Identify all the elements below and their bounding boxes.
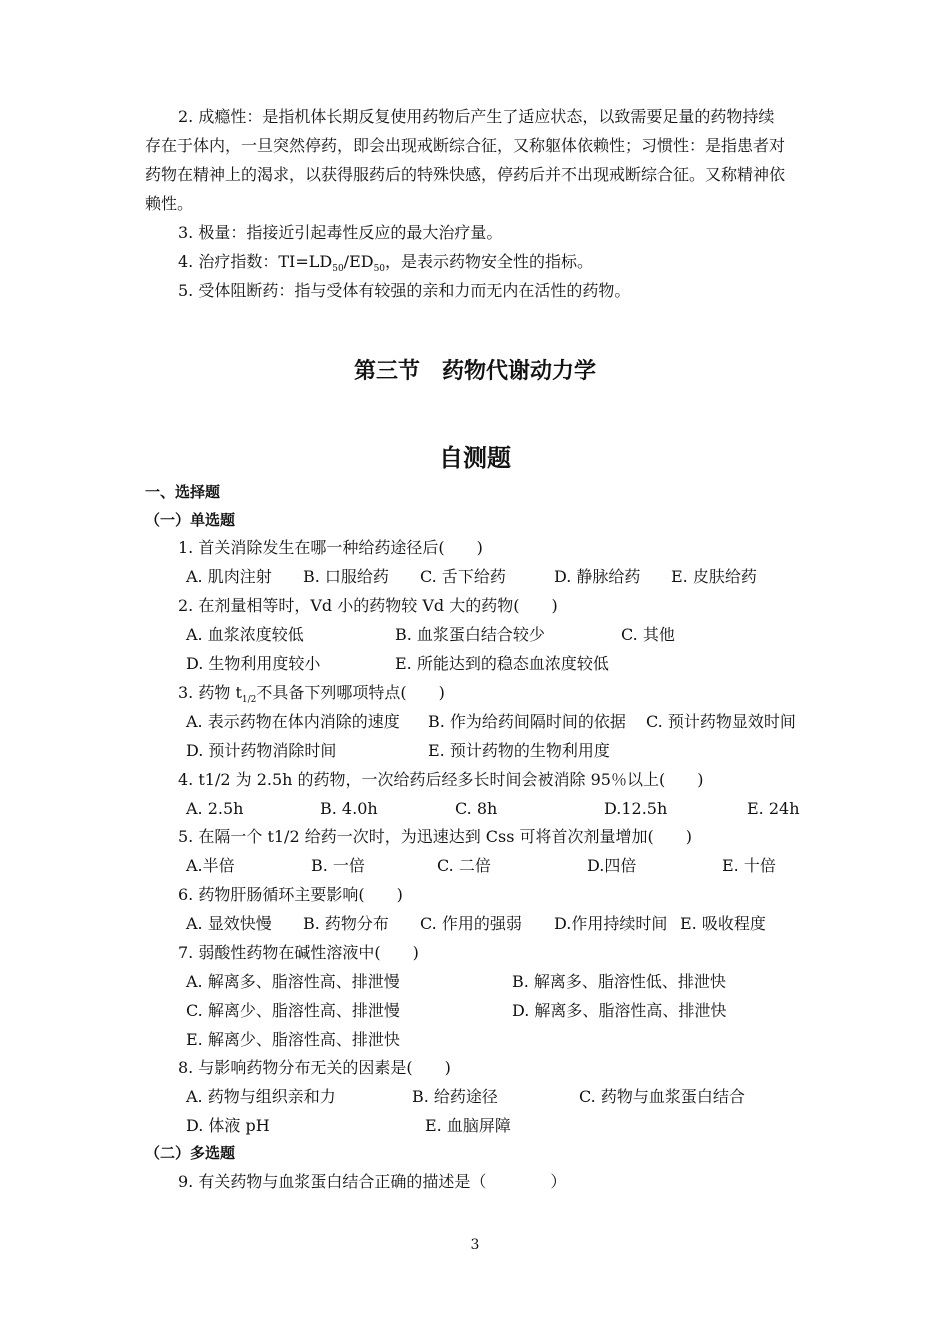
question-5-stem: 5. 在隔一个 t1/2 给药一次时，为迅速达到 Css 可将首次剂量增加( ) [178, 827, 693, 846]
question-1-option-c: C. 舌下给药 [420, 567, 506, 586]
question-3-option-a: A. 表示药物在体内消除的速度 [186, 712, 400, 731]
question-2-option-d: D. 生物利用度较小 [186, 654, 321, 673]
question-6-option-c: C. 作用的强弱 [420, 914, 522, 933]
part-heading-multiple: （二）多选题 [145, 1144, 236, 1162]
definition-4-subscript-2: 50 [373, 264, 386, 274]
definition-2-line-1: 2. 成瘾性：是指机体长期反复使用药物后产生了适应状态，以致需要足量的药物持续 [178, 107, 775, 126]
question-6-stem: 6. 药物肝肠循环主要影响( ) [178, 885, 403, 904]
definition-4-subscript-1: 50 [332, 264, 344, 274]
page-number: 3 [470, 1237, 480, 1253]
definition-2-line-2: 存在于体内，一旦突然停药，即会出现戒断综合征，又称躯体依赖性；习惯性：是指患者对 [145, 136, 786, 155]
question-8-option-a: A. 药物与组织亲和力 [186, 1087, 336, 1106]
question-5-option-b: B. 一倍 [311, 856, 365, 875]
question-5-option-a: A.半倍 [186, 856, 235, 875]
question-6-option-b: B. 药物分布 [303, 914, 389, 933]
question-3-stem-b: 不具备下列哪项特点( ) [256, 683, 445, 702]
question-2-option-b: B. 血浆蛋白结合较少 [395, 625, 545, 644]
question-2-option-e: E. 所能达到的稳态血浓度较低 [395, 654, 609, 673]
definition-3: 3. 极量：指接近引起毒性反应的最大治疗量。 [178, 223, 503, 242]
definition-4-text-b: /ED [343, 252, 374, 271]
question-4-option-a: A. 2.5h [186, 799, 244, 818]
question-2-stem: 2. 在剂量相等时，Vd 小的药物较 Vd 大的药物( ) [178, 596, 558, 615]
question-5-option-c: C. 二倍 [437, 856, 491, 875]
definition-2-line-3: 药物在精神上的渴求，以获得服药后的特殊快感，停药后并不出现戒断综合征。又称精神依 [145, 165, 786, 184]
question-1-option-d: D. 静脉给药 [554, 567, 641, 586]
question-4-option-b: B. 4.0h [320, 799, 378, 818]
part-heading-choice: 一、选择题 [145, 483, 221, 501]
definition-4-text-a: 4. 治疗指数：TI=LD [178, 252, 333, 271]
question-7-option-b: B. 解离多、脂溶性低、排泄快 [512, 972, 726, 991]
question-3-stem-subscript: 1/2 [241, 695, 257, 705]
question-7-option-e: E. 解离少、脂溶性高、排泄快 [186, 1030, 400, 1049]
question-6-option-e: E. 吸收程度 [680, 914, 766, 933]
question-7-stem: 7. 弱酸性药物在碱性溶液中( ) [178, 943, 419, 962]
definition-4-text-c: ，是表示药物安全性的指标。 [385, 252, 594, 271]
question-8-stem: 8. 与影响药物分布无关的因素是( ) [178, 1058, 451, 1077]
definition-4 [178, 252, 593, 279]
question-4-stem: 4. t1/2 为 2.5h 的药物，一次给药后经多长时间会被消除 95％以上( ) [178, 770, 704, 789]
definition-2-line-4: 赖性。 [145, 194, 194, 213]
question-7-option-a: A. 解离多、脂溶性高、排泄慢 [186, 972, 400, 991]
question-1-option-b: B. 口服给药 [303, 567, 389, 586]
question-5-option-e: E. 十倍 [722, 856, 776, 875]
definition-5: 5. 受体阻断药：指与受体有较强的亲和力而无内在活性的药物。 [178, 281, 631, 300]
question-8-option-e: E. 血脑屏障 [425, 1116, 511, 1135]
question-1-stem: 1. 首关消除发生在哪一种给药途径后( ) [178, 538, 483, 557]
question-3-option-e: E. 预计药物的生物利用度 [428, 741, 610, 760]
question-3-stem [178, 683, 445, 710]
question-8-option-b: B. 给药途径 [412, 1087, 498, 1106]
question-3-option-d: D. 预计药物消除时间 [186, 741, 337, 760]
question-1-option-a: A. 肌肉注射 [186, 567, 272, 586]
question-6-option-d: D.作用持续时间 [554, 914, 668, 933]
question-3-option-c: C. 预计药物显效时间 [646, 712, 796, 731]
question-4-option-c: C. 8h [455, 799, 498, 818]
question-3-option-b: B. 作为给药间隔时间的依据 [428, 712, 626, 731]
question-7-option-c: C. 解离少、脂溶性高、排泄慢 [186, 1001, 400, 1020]
question-1-option-e: E. 皮肤给药 [671, 567, 757, 586]
question-6-option-a: A. 显效快慢 [186, 914, 272, 933]
question-4-option-e: E. 24h [747, 799, 800, 818]
subtitle: 自测题 [439, 444, 511, 472]
section-title: 第三节 药物代谢动力学 [353, 359, 596, 384]
question-5-option-d: D.四倍 [587, 856, 637, 875]
question-8-option-d: D. 体液 pH [186, 1116, 270, 1135]
question-3-stem-a: 3. 药物 t [178, 683, 242, 702]
question-9-stem: 9. 有关药物与血浆蛋白结合正确的描述是（ ） [178, 1172, 567, 1191]
question-4-option-d: D.12.5h [604, 799, 668, 818]
question-2-option-c: C. 其他 [621, 625, 675, 644]
part-heading-single: （一）单选题 [145, 511, 236, 529]
question-7-option-d: D. 解离多、脂溶性高、排泄快 [512, 1001, 727, 1020]
question-8-option-c: C. 药物与血浆蛋白结合 [579, 1087, 745, 1106]
question-2-option-a: A. 血浆浓度较低 [186, 625, 304, 644]
